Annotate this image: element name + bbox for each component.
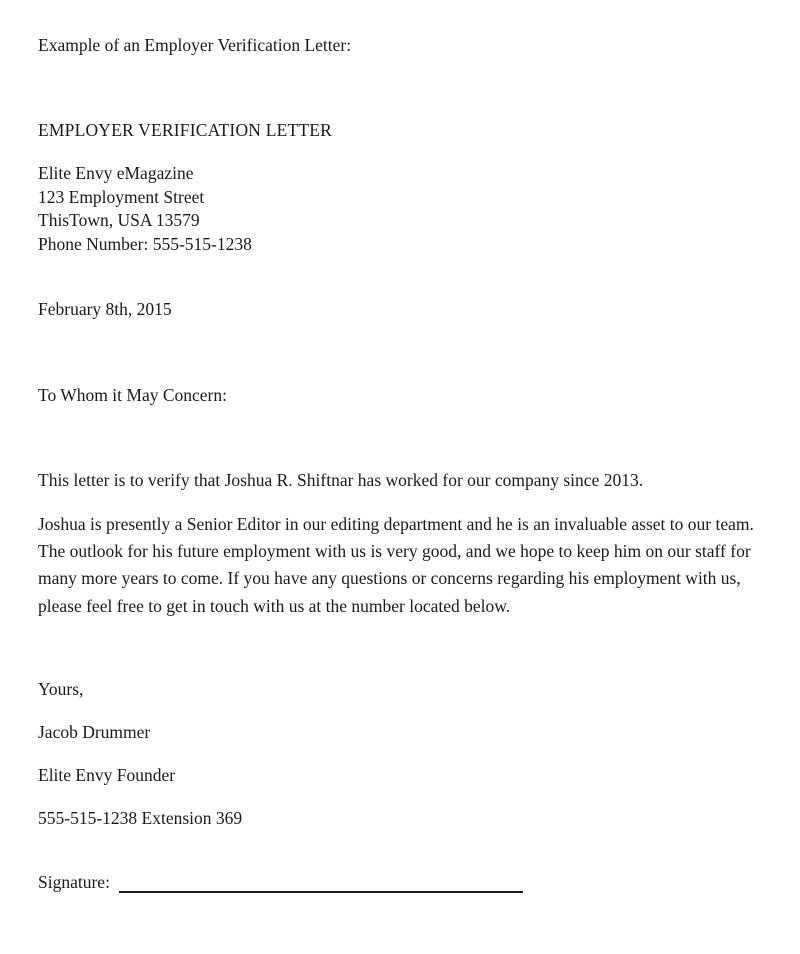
- valediction: Yours,: [38, 678, 84, 699]
- letter-date: February 8th, 2015: [38, 299, 172, 319]
- verification-sentence: This letter is to verify that Joshua R. Shiftnar has worked for our company since 2013.: [38, 470, 644, 490]
- company-city-line: ThisTown, USA 13579: [38, 210, 200, 230]
- signer-title: Elite Envy Founder: [38, 764, 176, 785]
- salutation: To Whom it May Concern:: [38, 385, 227, 405]
- signature-line: [119, 875, 523, 893]
- signature-label: Signature:: [38, 871, 110, 892]
- letter-title: EMPLOYER VERIFICATION LETTER: [38, 120, 333, 140]
- company-address-block: [38, 162, 758, 256]
- company-phone-line: Phone Number: 555-515-1238: [38, 233, 252, 254]
- company-street: 123 Employment Street: [38, 186, 205, 207]
- body-paragraph: Joshua is presently a Senior Editor in our editing department and he is an invaluable asset to our team. The outlook for his future employment with us is very good, and we hope to keep him on our staff for many more years to come. If you have any questions or concerns regarding his employment with us, please feel free to get in touch with us at the number located below.: [38, 514, 754, 616]
- intro-label: Example of an Employer Verification Letter:: [38, 35, 352, 55]
- closing-block: [38, 678, 758, 829]
- company-name: Elite Envy eMagazine: [38, 163, 194, 183]
- signer-name: Jacob Drummer: [38, 721, 151, 742]
- signer-phone: 555-515-1238 Extension 369: [38, 807, 243, 828]
- signature-row: [38, 871, 758, 893]
